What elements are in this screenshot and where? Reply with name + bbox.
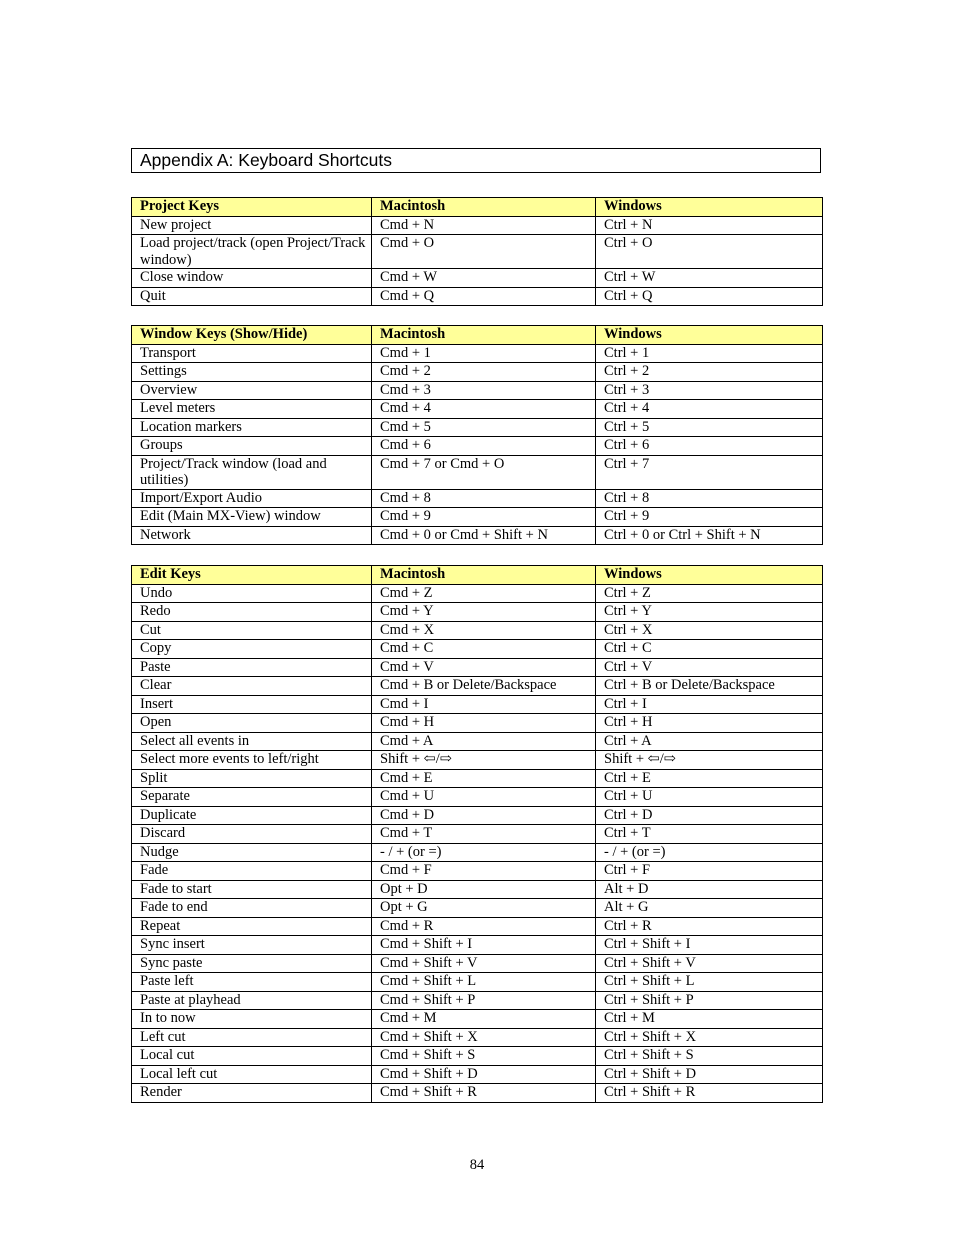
function-cell: Level meters <box>132 400 372 419</box>
function-cell: Left cut <box>132 1028 372 1047</box>
windows-shortcut-cell: Alt + D <box>596 880 823 899</box>
macintosh-column-header: Macintosh <box>372 198 596 217</box>
table-row <box>132 936 823 955</box>
table-row <box>132 344 823 363</box>
table-row <box>132 235 823 269</box>
table-row <box>132 489 823 508</box>
function-cell: Fade to start <box>132 880 372 899</box>
windows-shortcut-cell: Ctrl + Shift + I <box>596 936 823 955</box>
macintosh-shortcut-cell: Cmd + Shift + V <box>372 954 596 973</box>
project-keys-table <box>131 197 823 306</box>
windows-shortcut-cell: Ctrl + A <box>596 732 823 751</box>
macintosh-shortcut-cell: - / + (or =) <box>372 843 596 862</box>
windows-shortcut-cell: Shift + ⇦/⇨ <box>596 751 823 770</box>
windows-column-header: Windows <box>596 198 823 217</box>
function-cell: Edit (Main MX-View) window <box>132 508 372 527</box>
macintosh-column-header: Macintosh <box>372 326 596 345</box>
function-cell: Load project/track (open Project/Track window) <box>132 235 372 269</box>
macintosh-shortcut-cell: Cmd + O <box>372 235 596 269</box>
macintosh-shortcut-cell: Cmd + Shift + X <box>372 1028 596 1047</box>
function-cell: Location markers <box>132 418 372 437</box>
table-header-row <box>132 326 823 345</box>
table-row <box>132 621 823 640</box>
table-row <box>132 400 823 419</box>
function-cell: In to now <box>132 1010 372 1029</box>
table-row <box>132 806 823 825</box>
windows-shortcut-cell: Ctrl + 5 <box>596 418 823 437</box>
table-row <box>132 788 823 807</box>
function-cell: Undo <box>132 584 372 603</box>
table-row <box>132 1047 823 1066</box>
table-row <box>132 1084 823 1103</box>
function-cell: Split <box>132 769 372 788</box>
function-cell: Select more events to left/right <box>132 751 372 770</box>
windows-shortcut-cell: Ctrl + H <box>596 714 823 733</box>
function-cell: Separate <box>132 788 372 807</box>
windows-shortcut-cell: Ctrl + V <box>596 658 823 677</box>
macintosh-shortcut-cell: Cmd + 1 <box>372 344 596 363</box>
macintosh-shortcut-cell: Cmd + T <box>372 825 596 844</box>
table-row <box>132 843 823 862</box>
table-row <box>132 216 823 235</box>
macintosh-shortcut-cell: Cmd + Shift + D <box>372 1065 596 1084</box>
macintosh-shortcut-cell: Opt + G <box>372 899 596 918</box>
windows-shortcut-cell: Ctrl + 8 <box>596 489 823 508</box>
windows-shortcut-cell: Ctrl + Shift + D <box>596 1065 823 1084</box>
windows-shortcut-cell: Ctrl + 4 <box>596 400 823 419</box>
function-column-header: Project Keys <box>132 198 372 217</box>
function-cell: Groups <box>132 437 372 456</box>
windows-shortcut-cell: Ctrl + M <box>596 1010 823 1029</box>
windows-shortcut-cell: - / + (or =) <box>596 843 823 862</box>
table-row <box>132 973 823 992</box>
macintosh-shortcut-cell: Cmd + M <box>372 1010 596 1029</box>
macintosh-shortcut-cell: Cmd + X <box>372 621 596 640</box>
windows-shortcut-cell: Ctrl + 6 <box>596 437 823 456</box>
windows-shortcut-cell: Ctrl + I <box>596 695 823 714</box>
function-cell: Overview <box>132 381 372 400</box>
table-row <box>132 526 823 545</box>
function-cell: Sync paste <box>132 954 372 973</box>
function-column-header: Edit Keys <box>132 566 372 585</box>
windows-shortcut-cell: Ctrl + O <box>596 235 823 269</box>
macintosh-shortcut-cell: Cmd + 3 <box>372 381 596 400</box>
window-keys-table <box>131 325 823 545</box>
table-row <box>132 917 823 936</box>
macintosh-shortcut-cell: Cmd + Shift + S <box>372 1047 596 1066</box>
windows-shortcut-cell: Ctrl + Z <box>596 584 823 603</box>
macintosh-shortcut-cell: Cmd + 5 <box>372 418 596 437</box>
function-cell: Select all events in <box>132 732 372 751</box>
function-cell: Cut <box>132 621 372 640</box>
windows-shortcut-cell: Ctrl + 0 or Ctrl + Shift + N <box>596 526 823 545</box>
table-row <box>132 714 823 733</box>
function-cell: Transport <box>132 344 372 363</box>
macintosh-shortcut-cell: Cmd + 0 or Cmd + Shift + N <box>372 526 596 545</box>
table-row <box>132 455 823 489</box>
windows-shortcut-cell: Ctrl + C <box>596 640 823 659</box>
table-row <box>132 1010 823 1029</box>
table-row <box>132 418 823 437</box>
windows-column-header: Windows <box>596 566 823 585</box>
windows-shortcut-cell: Ctrl + Shift + L <box>596 973 823 992</box>
table-row <box>132 603 823 622</box>
macintosh-shortcut-cell: Shift + ⇦/⇨ <box>372 751 596 770</box>
windows-shortcut-cell: Ctrl + Shift + P <box>596 991 823 1010</box>
function-cell: New project <box>132 216 372 235</box>
windows-shortcut-cell: Ctrl + Shift + S <box>596 1047 823 1066</box>
macintosh-shortcut-cell: Cmd + I <box>372 695 596 714</box>
function-cell: Close window <box>132 269 372 288</box>
windows-shortcut-cell: Ctrl + F <box>596 862 823 881</box>
table-row <box>132 825 823 844</box>
windows-shortcut-cell: Ctrl + 2 <box>596 363 823 382</box>
windows-shortcut-cell: Ctrl + W <box>596 269 823 288</box>
function-cell: Project/Track window (load and utilities) <box>132 455 372 489</box>
function-cell: Repeat <box>132 917 372 936</box>
macintosh-shortcut-cell: Cmd + 4 <box>372 400 596 419</box>
macintosh-shortcut-cell: Cmd + A <box>372 732 596 751</box>
table-row <box>132 269 823 288</box>
function-cell: Redo <box>132 603 372 622</box>
macintosh-column-header: Macintosh <box>372 566 596 585</box>
function-cell: Fade <box>132 862 372 881</box>
edit-keys-table <box>131 565 823 1103</box>
table-row <box>132 751 823 770</box>
table-row <box>132 991 823 1010</box>
table-row <box>132 769 823 788</box>
macintosh-shortcut-cell: Cmd + U <box>372 788 596 807</box>
table-row <box>132 640 823 659</box>
windows-shortcut-cell: Ctrl + T <box>596 825 823 844</box>
macintosh-shortcut-cell: Cmd + F <box>372 862 596 881</box>
function-cell: Import/Export Audio <box>132 489 372 508</box>
table-row <box>132 381 823 400</box>
macintosh-shortcut-cell: Cmd + W <box>372 269 596 288</box>
windows-shortcut-cell: Ctrl + 1 <box>596 344 823 363</box>
windows-shortcut-cell: Ctrl + Shift + X <box>596 1028 823 1047</box>
function-cell: Local left cut <box>132 1065 372 1084</box>
macintosh-shortcut-cell: Cmd + Shift + I <box>372 936 596 955</box>
function-cell: Discard <box>132 825 372 844</box>
function-cell: Render <box>132 1084 372 1103</box>
windows-column-header: Windows <box>596 326 823 345</box>
table-row <box>132 363 823 382</box>
function-cell: Duplicate <box>132 806 372 825</box>
table-row <box>132 584 823 603</box>
macintosh-shortcut-cell: Cmd + Q <box>372 287 596 306</box>
function-cell: Nudge <box>132 843 372 862</box>
table-row <box>132 880 823 899</box>
windows-shortcut-cell: Ctrl + Shift + R <box>596 1084 823 1103</box>
function-cell: Paste left <box>132 973 372 992</box>
function-cell: Open <box>132 714 372 733</box>
windows-shortcut-cell: Ctrl + D <box>596 806 823 825</box>
macintosh-shortcut-cell: Cmd + R <box>372 917 596 936</box>
table-row <box>132 899 823 918</box>
windows-shortcut-cell: Alt + G <box>596 899 823 918</box>
table-row <box>132 677 823 696</box>
table-row <box>132 862 823 881</box>
macintosh-shortcut-cell: Cmd + H <box>372 714 596 733</box>
table-row <box>132 954 823 973</box>
table-row <box>132 437 823 456</box>
macintosh-shortcut-cell: Cmd + N <box>372 216 596 235</box>
macintosh-shortcut-cell: Cmd + 2 <box>372 363 596 382</box>
macintosh-shortcut-cell: Cmd + E <box>372 769 596 788</box>
table-row <box>132 695 823 714</box>
function-cell: Local cut <box>132 1047 372 1066</box>
table-row <box>132 732 823 751</box>
table-row <box>132 508 823 527</box>
function-cell: Paste at playhead <box>132 991 372 1010</box>
windows-shortcut-cell: Ctrl + N <box>596 216 823 235</box>
macintosh-shortcut-cell: Cmd + Z <box>372 584 596 603</box>
function-cell: Copy <box>132 640 372 659</box>
function-column-header: Window Keys (Show/Hide) <box>132 326 372 345</box>
macintosh-shortcut-cell: Cmd + C <box>372 640 596 659</box>
page-title: Appendix A: Keyboard Shortcuts <box>131 148 821 173</box>
windows-shortcut-cell: Ctrl + B or Delete/Backspace <box>596 677 823 696</box>
windows-shortcut-cell: Ctrl + 3 <box>596 381 823 400</box>
table-row <box>132 1028 823 1047</box>
macintosh-shortcut-cell: Cmd + 7 or Cmd + O <box>372 455 596 489</box>
table-header-row <box>132 198 823 217</box>
table-row <box>132 1065 823 1084</box>
macintosh-shortcut-cell: Cmd + Shift + R <box>372 1084 596 1103</box>
function-cell: Paste <box>132 658 372 677</box>
windows-shortcut-cell: Ctrl + 7 <box>596 455 823 489</box>
macintosh-shortcut-cell: Cmd + 8 <box>372 489 596 508</box>
macintosh-shortcut-cell: Cmd + B or Delete/Backspace <box>372 677 596 696</box>
table-header-row <box>132 566 823 585</box>
function-cell: Fade to end <box>132 899 372 918</box>
function-cell: Network <box>132 526 372 545</box>
function-cell: Quit <box>132 287 372 306</box>
macintosh-shortcut-cell: Cmd + 9 <box>372 508 596 527</box>
function-cell: Sync insert <box>132 936 372 955</box>
function-cell: Insert <box>132 695 372 714</box>
windows-shortcut-cell: Ctrl + X <box>596 621 823 640</box>
macintosh-shortcut-cell: Cmd + Y <box>372 603 596 622</box>
macintosh-shortcut-cell: Cmd + Shift + L <box>372 973 596 992</box>
macintosh-shortcut-cell: Cmd + D <box>372 806 596 825</box>
windows-shortcut-cell: Ctrl + Q <box>596 287 823 306</box>
windows-shortcut-cell: Ctrl + E <box>596 769 823 788</box>
macintosh-shortcut-cell: Cmd + V <box>372 658 596 677</box>
windows-shortcut-cell: Ctrl + Y <box>596 603 823 622</box>
windows-shortcut-cell: Ctrl + 9 <box>596 508 823 527</box>
table-row <box>132 658 823 677</box>
windows-shortcut-cell: Ctrl + R <box>596 917 823 936</box>
function-cell: Clear <box>132 677 372 696</box>
macintosh-shortcut-cell: Opt + D <box>372 880 596 899</box>
function-cell: Settings <box>132 363 372 382</box>
windows-shortcut-cell: Ctrl + Shift + V <box>596 954 823 973</box>
macintosh-shortcut-cell: Cmd + Shift + P <box>372 991 596 1010</box>
windows-shortcut-cell: Ctrl + U <box>596 788 823 807</box>
page-number: 84 <box>469 1157 485 1173</box>
table-row <box>132 287 823 306</box>
macintosh-shortcut-cell: Cmd + 6 <box>372 437 596 456</box>
